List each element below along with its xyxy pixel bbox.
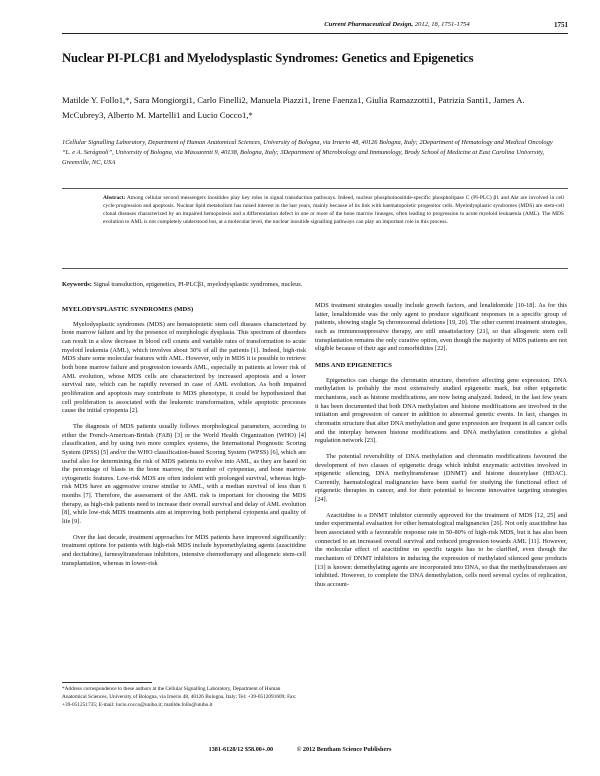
journal-citation [228, 21, 566, 28]
author-list: Matilde Y. Follo1,*, Sara Mongiorgi1, Carlo Finelli2, Manuela Piazzi1, Irene Faenza1, Giulia Ramazzotti1, Patrizia Santi1, James A. McCubrey3, Alberto M. Martelli1 and Lucio Cocco1,* [62, 95, 525, 120]
footnote-divider [62, 682, 152, 683]
copyright: © 2012 Bentham Science Publishers [296, 746, 392, 753]
article-title: Nuclear PI-PLCβ1 and Myelodysplastic Syndromes: Genetics and Epigenetics [62, 51, 474, 65]
issn-price: 1381-6128/12 $58.00+.00 [208, 746, 274, 753]
journal-name: Current Pharmaceutical Design, [324, 21, 414, 28]
page-footer [0, 746, 600, 753]
paragraph: The diagnosis of MDS patients usually follows morphological parameters, according to either the French-American-British (FAB) [3] or the World Health Organization (WHO) [4] classification, and by using two more complex systems, the International Prognostic Scoring System (IPSS) [5] and/or the WHO classification-based Scoring System (WPSS) [6], which are useful also for determining the risk of MDS patients to evolve into AML, as they are based on the percentage of blasts in the bone marrow, the number of cytopenias, and bone marrow cytogenetic features. Low-risk MDS are often indolent with prolonged survival, whereas high-risk MDS have an aggressive course similar to AML, with a median survival of less than 6 months [7]. Therefore, the assessment of the AML risk is important for choosing the MDS therapy, as high-risk patients need to increase their overall survival and delay of AML evolution [8], while low-risk MDS treatments aim at improving both peripheral cytopenia and quality of life [9]. [62, 422, 306, 526]
paragraph: Epigenetics can change the chromatin structure, therefore affecting gene expression. DNA methylation is probably the most extensively studied epigenetic mark, but other epigenetic mechanisms, such as histone modifications, are now being analyzed. Indeed, in the last few years it has been documented that both DNA methylation and histone modifications are involved in the initiation and progression of cancer in addition to abnormal genetic events. In fact, changes in chromatin structure that alter DNA methylation and gene expression are frequent in all cancer cells and the interplay between histone modifications and DNA methylation constitutes a global regulation network [23]. [315, 376, 567, 445]
header-divider [62, 33, 568, 34]
journal-details: 2012, 18, 1751-1754 [413, 21, 470, 28]
right-column [315, 302, 567, 590]
left-column [62, 306, 306, 568]
page-number: 1751 [554, 21, 568, 29]
abstract [103, 195, 564, 227]
affiliations: 1Cellular Signalling Laboratory, Department of Human Anatomical Sciences, University of Bologna, via Irnerio 48, 40126 Bologna, Italy; 2Department of Hematology and Medical Oncology “L. e A. Seràgnoli”, University of Bologna, via Massarenti 9, 40138, Bologna, Italy; 3Department of Microbiology and Immunology, Brody School of Medicine at East Carolina University, Greenville, NC, USA [62, 139, 553, 166]
paragraph: The potential reversibility of DNA methylation and chromatin modifications favoured the development of two classes of epigenetic drugs which inhibit enzymatic activities involved in epigenetic silencing, DNA methyltransferase (DNMT) and histone deacetylase (HDAC). Currently, haematological malignancies have been useful for studying the functional effect of epigenetic therapies in cancer, and for their potential to become innovative targeting strategies [24]. [315, 452, 567, 504]
keywords-text: Signal transduction, epigenetics, PI-PLCβ1, myelodysplastic syndromes, nucleus. [91, 281, 303, 288]
section-heading-mds: MYELODYSPLASTIC SYNDROMES (MDS) [62, 306, 194, 313]
paragraph: MDS treatment strategies usually include growth factors, and lenalidomide [10-18]. As for this latter, lenalidomide was the only agent to produce significant responses in a specific group of patients, showing single 5q chromosomal deletions [19, 20]. The other current treatment strategies, such as immunosuppressive therapy, are still unsatisfactory [21], so that allogeneic stem cell transplantation remains the only curative option, even though the majority of MDS patients are not eligible because of their age and comorbidities [22]. [315, 302, 567, 353]
paragraph: Over the last decade, treatment approaches for MDS patients have improved significantly: treatment options for patients with high-risk MDS include hypomethylating agents (azacitidine and decitabine), farnesyltransferase inhibitors, intensive chemotherapy and allogeneic stem-cell transplantation, whereas in lower-risk [62, 533, 306, 567]
paragraph: Myelodysplastic syndromes (MDS) are hematopoietic stem cell diseases characterized by bone marrow failure and by the presence of morphologic dysplasia. This spectrum of disorders can result in a slow decrease in blood cell counts and variable rates of transformation to acute myeloid leukemia (AML), which involves about 30% of all the patients [1]. Indeed, high-risk MDS share some molecular features with AML. However, only in MDS it is possible to retrieve both bone marrow failure and progression towards AML, especially in patients at lower risk of AML evolution, whose MDS cells are characterized by increased apoptosis and a lower survival rate, which can be rapidly reversed in case of AML evolution. As both impaired proliferation and apoptosis may contribute to MDS phenotype, it could be hypothesized that cell proliferation is associated with the leukemic transformation, while apoptotic processes cause the initial cytopenia [2]. [62, 320, 306, 415]
keywords-label: Keywords: [62, 281, 92, 288]
correspondence-footnote: *Address correspondence to these authors at the Cellular Signalling Laboratory, Department of Human Anatomical Sciences, University of Bologna, via Irnerio 48, 40126 Bologna, Italy; Tel: +39-0512091609; Fax: +39-051251735; E-mail: lucio.cocco@unibo.it; matilde.follo@unibo.it [62, 686, 297, 708]
keywords [62, 281, 568, 288]
abstract-label: Abstract: [103, 195, 126, 201]
paragraph: Azacitidine is a DNMT inhibitor currently approved for the treatment of MDS [12, 25] and under experimental evaluation for other hematological malignancies [26]. Not only azacitidine has been associated with a favourable response rate in 50-80% of high-risk MDS, but it has also been connected to an increased overall survival and reduced progression towards AML [11]. However, the molecular effect of azacitidine on specific targets has to be clarified, even though the mechanism of DNMT inhibitors in inducing the expression of methylated silenced gene products [13] is known: demethylating agents are incorporated into DNA, so that the methyltransferases are inhibited. However, to complete the DNA demethylation, cells need several cycles of replication, thus account- [315, 511, 567, 589]
abstract-text: Among cellular second messengers inositides play key roles in signal transduction pathways. Indeed, nuclear phosphoinositide-specific phospholipase C (PI-PLC) β1 and Akt are involved in cell cycle progression and apoptosis. Nuclear lipid metabolism has raised interest in the last years, mainly because of its link with haematopoietic progenitor cells. Myelodysplastic syndromes (MDS) are stem-cell clonal diseases characterized by an impaired hemopoiesis and a differentiation defect in one or more of the bone marrow lineages, often leading to progression to acute myeloid leukaemia (AML). The MDS evolution to AML is not completely understood but, at a molecular level, the nuclear inositide signalling pathways can play an important role in this process. [103, 195, 564, 225]
section-heading-epigenetics: MDS AND EPIGENETICS [315, 361, 392, 369]
